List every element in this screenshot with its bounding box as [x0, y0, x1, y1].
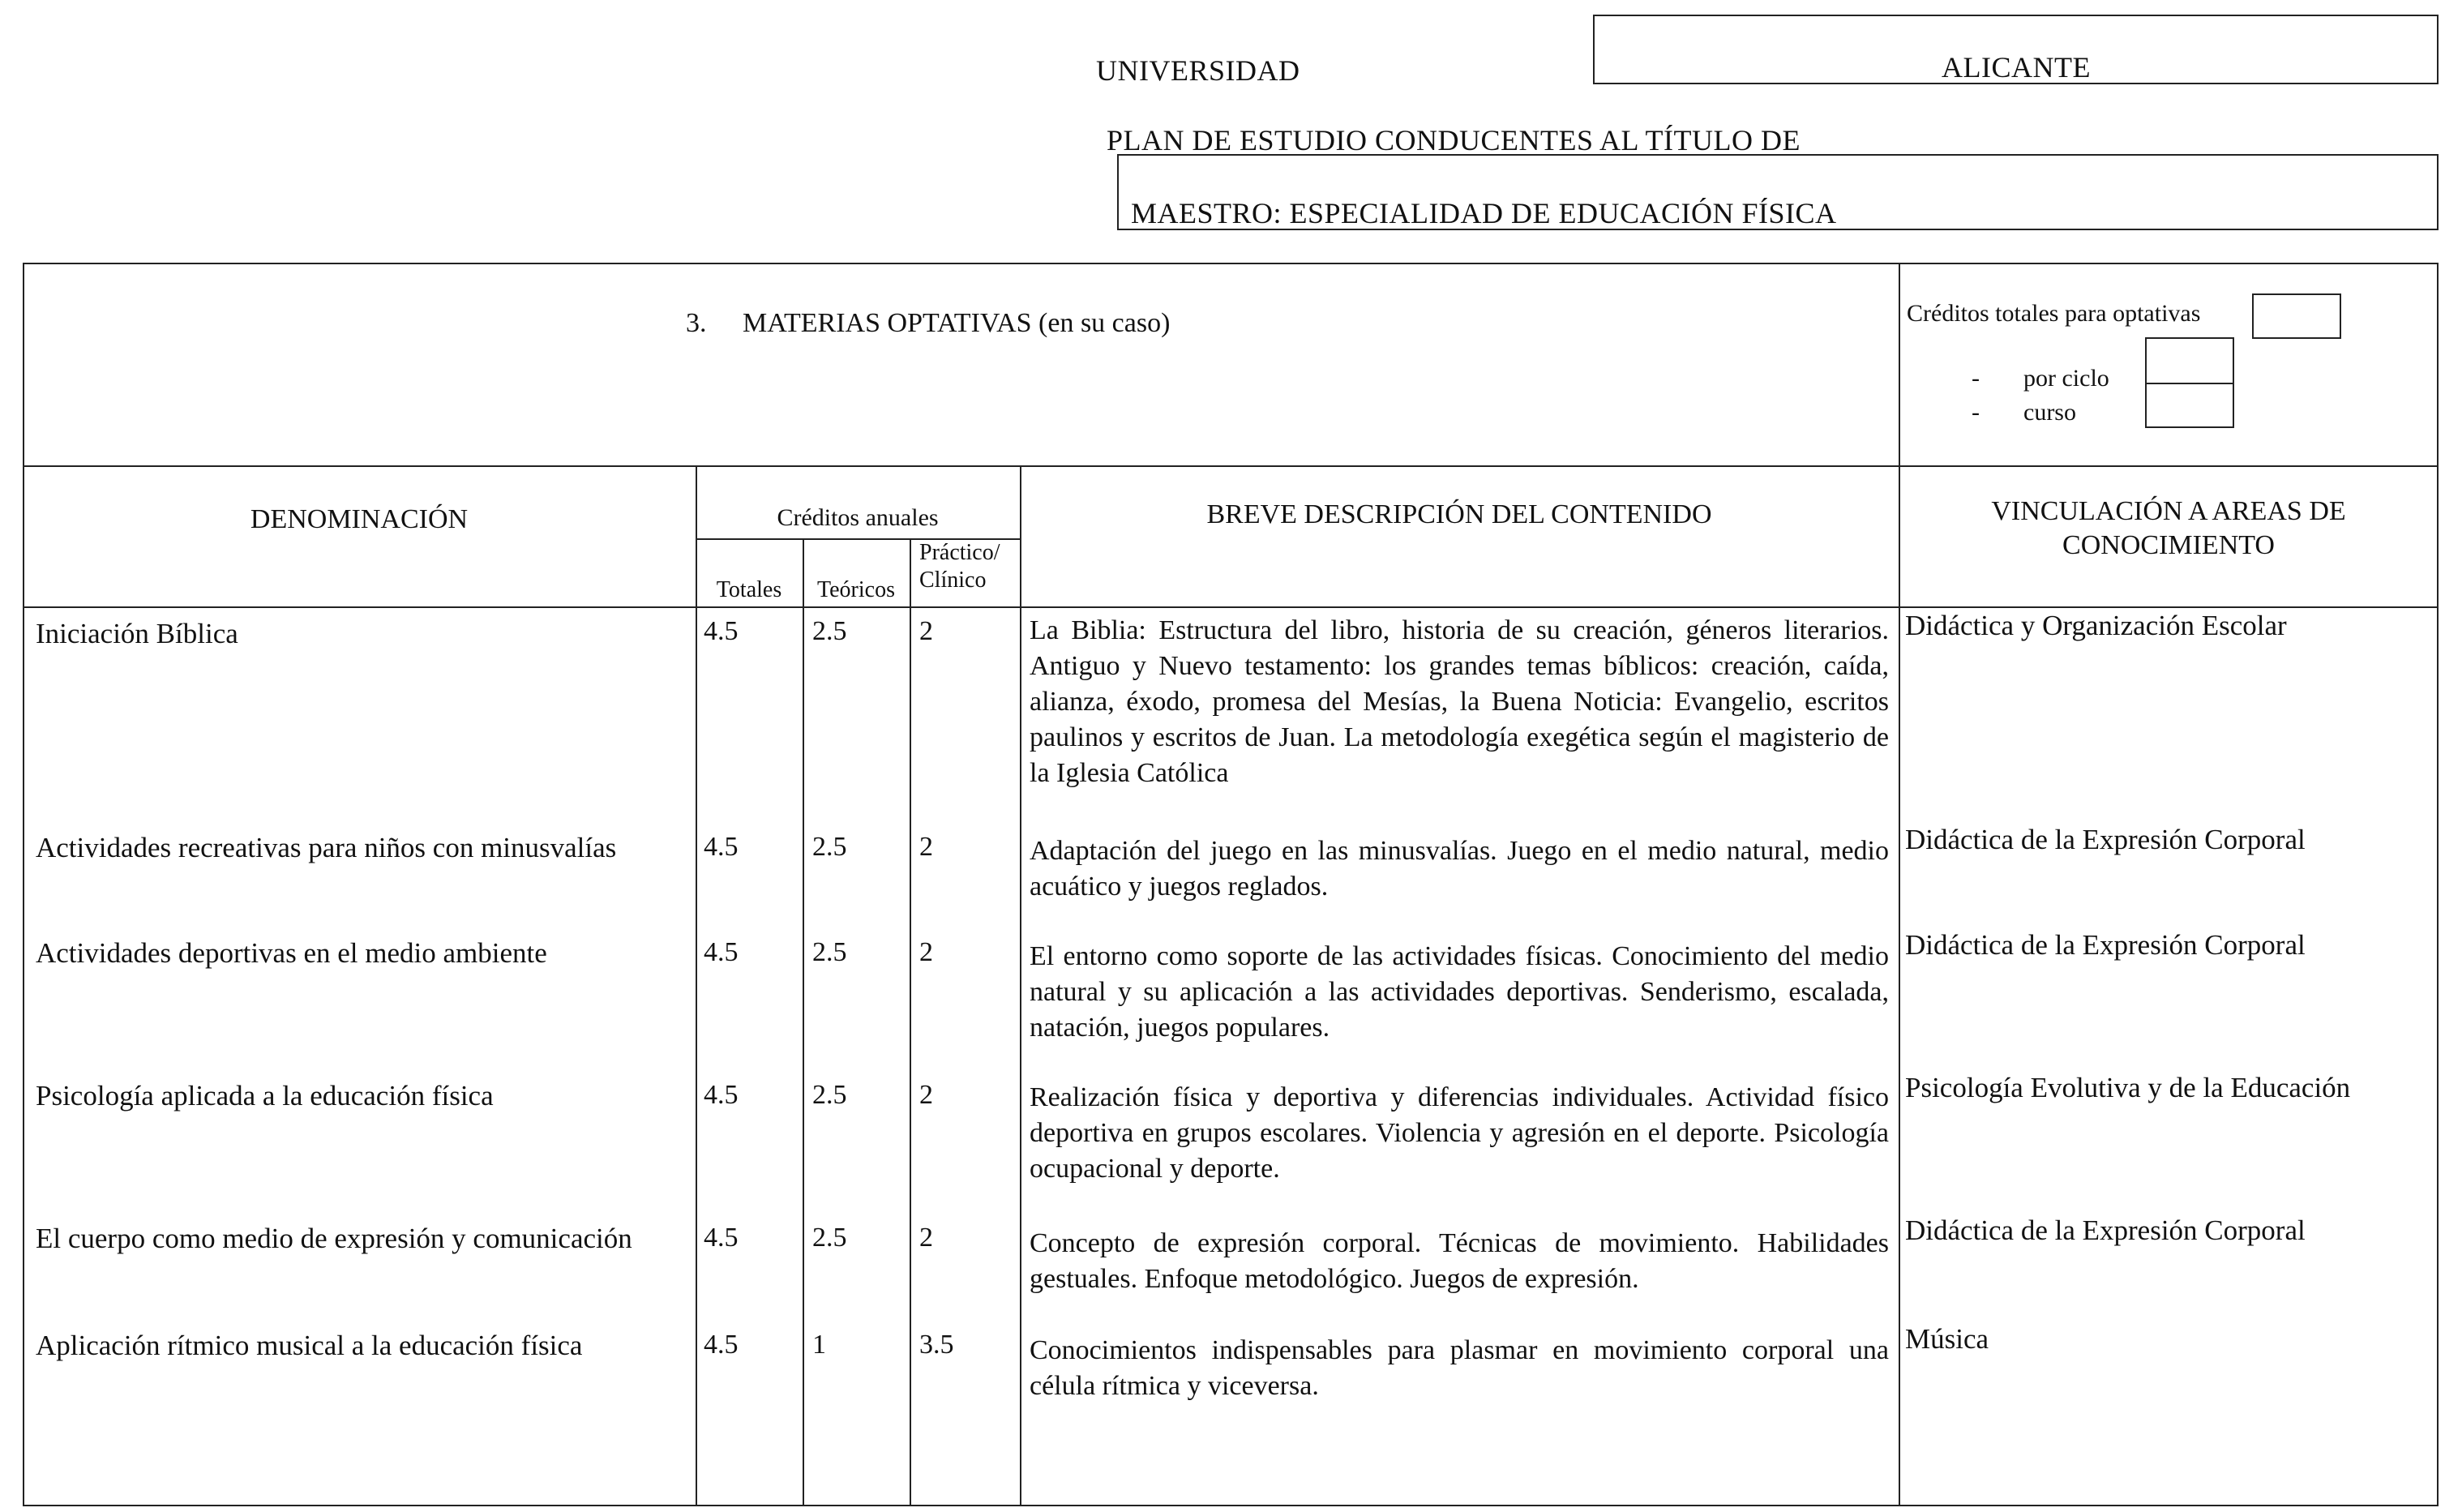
row-denominacion: El cuerpo como medio de expresión y comunicación — [36, 1223, 632, 1254]
row-practicos: 2 — [919, 1080, 933, 1110]
row-area: Música — [1905, 1323, 1989, 1355]
row-teoricos: 2.5 — [812, 1080, 847, 1110]
header-vinculacion-1: VINCULACIÓN A AREAS DE — [1991, 496, 2346, 526]
por-ciclo-curso-divider — [2147, 383, 2233, 384]
row-denominacion: Actividades deportivas en el medio ambiente — [36, 937, 547, 969]
row-denominacion: Iniciación Bíblica — [36, 618, 238, 649]
row-practicos: 2 — [919, 937, 933, 967]
row-practicos: 3.5 — [919, 1330, 954, 1360]
col-divider-denom — [696, 465, 697, 1506]
row-practicos: 2 — [919, 832, 933, 862]
creditos-totales-label: Créditos totales para optativas — [1907, 300, 2201, 327]
row-totales: 4.5 — [704, 1080, 739, 1110]
por-ciclo-dash: - — [1972, 365, 1980, 392]
universidad-value: ALICANTE — [1942, 51, 2091, 84]
col-divider-teoricos — [910, 538, 911, 1506]
row-teoricos: 2.5 — [812, 616, 847, 646]
col-divider-totales — [803, 538, 804, 1506]
row-totales: 4.5 — [704, 1330, 739, 1360]
row-area: Didáctica de la Expresión Corporal — [1905, 1214, 2306, 1246]
row-area: Didáctica y Organización Escolar — [1905, 610, 2287, 641]
row-descripcion: Conocimientos indispensables para plasmar en movimiento corporal una célula rítmica y viceversa. — [1030, 1335, 1889, 1401]
row-area: Psicología Evolutiva y de la Educación — [1905, 1072, 2351, 1103]
section-title: MATERIAS OPTATIVAS (en su caso) — [743, 308, 1171, 338]
col-divider-area — [1899, 263, 1900, 1506]
row-descripcion: El entorno como soporte de las actividades físicas. Conocimiento del medio natural y su aplicación a las actividades deportivas. Senderismo, escalada, natación, juegos populares. — [1030, 941, 1889, 1043]
universidad-value-box — [1593, 15, 2439, 84]
por-ciclo-label: por ciclo — [2023, 365, 2109, 392]
row-teoricos: 2.5 — [812, 832, 847, 862]
header-practico-2: Clínico — [919, 568, 987, 593]
row-area: Didáctica de la Expresión Corporal — [1905, 824, 2306, 855]
row-area: Didáctica de la Expresión Corporal — [1905, 929, 2306, 961]
row-totales: 4.5 — [704, 937, 739, 967]
section-number: 3. — [686, 308, 707, 338]
row-totales: 4.5 — [704, 832, 739, 862]
row-practicos: 2 — [919, 616, 933, 646]
row-denominacion: Aplicación rítmico musical a la educación física — [36, 1330, 583, 1361]
row-totales: 4.5 — [704, 616, 739, 646]
titulo-value-box — [1117, 154, 2439, 230]
row-descripcion: Realización física y deportiva y diferencias individuales. Actividad físico deportiva en grupos escolares. Violencia y agresión en el deporte. Psicología ocupacional y deporte. — [1030, 1082, 1889, 1184]
curso-label: curso — [2023, 399, 2076, 426]
row-teoricos: 2.5 — [812, 1223, 847, 1253]
header-descripcion: BREVE DESCRIPCIÓN DEL CONTENIDO — [1206, 499, 1712, 529]
plan-label: PLAN DE ESTUDIO CONDUCENTES AL TÍTULO DE — [1107, 124, 1801, 156]
header-creditos-anuales: Créditos anuales — [777, 504, 939, 531]
creditos-totales-box[interactable] — [2252, 293, 2341, 339]
curso-dash: - — [1972, 399, 1980, 426]
row-descripcion: Adaptación del juego en las minusvalías. Juego en el medio natural, medio acuático y juegos reglados. — [1030, 836, 1889, 902]
header-denominacion: DENOMINACIÓN — [250, 504, 469, 534]
section-header-divider — [23, 465, 2439, 467]
row-denominacion: Actividades recreativas para niños con minusvalías — [36, 832, 617, 863]
row-totales: 4.5 — [704, 1223, 739, 1253]
col-divider-desc — [1020, 465, 1021, 1506]
row-practicos: 2 — [919, 1223, 933, 1253]
universidad-label: UNIVERSIDAD — [1096, 54, 1300, 87]
row-descripcion: Concepto de expresión corporal. Técnicas de movimiento. Habilidades gestuales. Enfoque metodológico. Juegos de expresión. — [1030, 1228, 1889, 1294]
header-teoricos: Teóricos — [816, 577, 895, 602]
row-teoricos: 1 — [812, 1330, 826, 1360]
row-teoricos: 2.5 — [812, 937, 847, 967]
header-vinculacion-2: CONOCIMIENTO — [2062, 530, 2275, 560]
column-header-divider — [23, 606, 2439, 608]
header-totales: Totales — [716, 577, 782, 602]
row-denominacion: Psicología aplicada a la educación física — [36, 1080, 494, 1112]
por-ciclo-curso-box[interactable] — [2145, 337, 2234, 428]
header-practico-1: Práctico/ — [919, 540, 1000, 565]
titulo-value: MAESTRO: ESPECIALIDAD DE EDUCACIÓN FÍSICA — [1131, 197, 1837, 229]
row-descripcion: La Biblia: Estructura del libro, historia de su creación, géneros literarios. Antiguo y Nuevo testamento: los grandes temas bíblicos: creación, caída, alianza, éxodo, promesa del Mesías, la Buena Noticia: Evangelio, escritos paulinos y escritos de Juan. La metodología exegética según el magisterio de la Iglesia Católica — [1030, 615, 1889, 788]
